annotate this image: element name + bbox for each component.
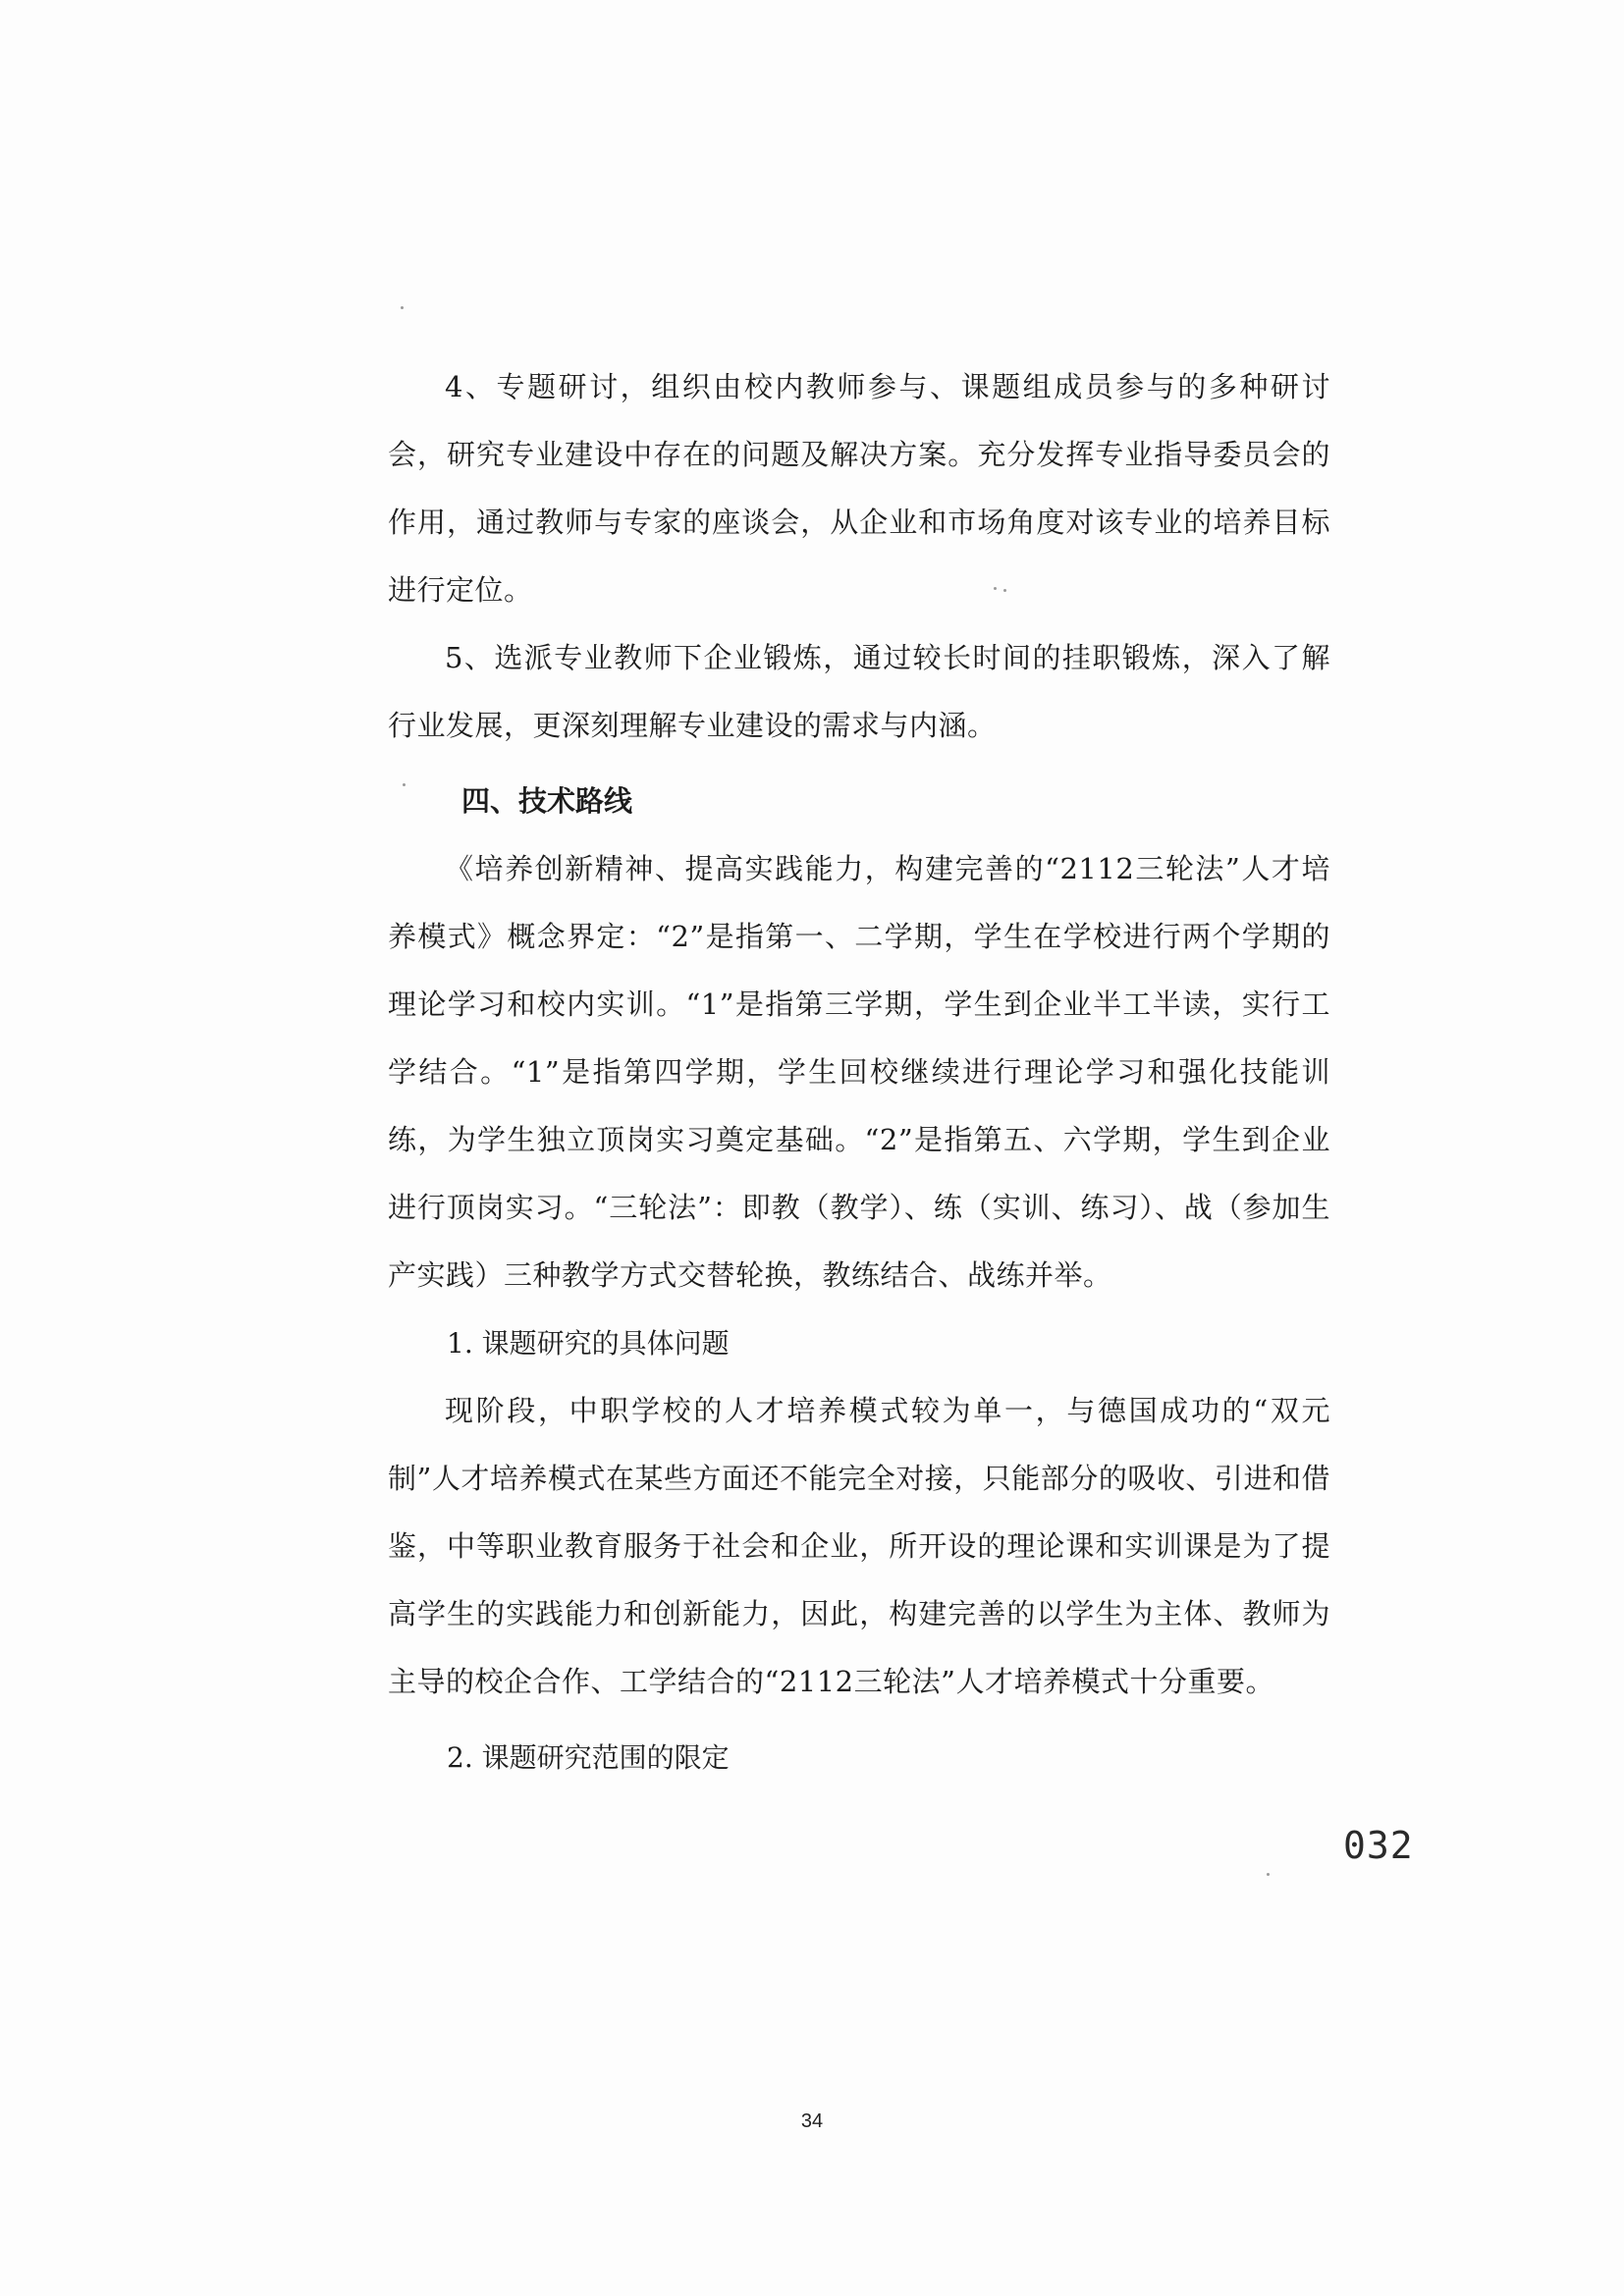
scan-speck xyxy=(401,306,404,309)
paragraph-topic-seminar: 4、专题研讨，组织由校内教师参与、课题组成员参与的多种研讨会，研究专业建设中存在的问题及解决方案。充分发挥专业指导委员会的作用，通过教师与专家的座谈会，从企业和市场角度对该专业的培养目标进行定位。 xyxy=(388,370,1330,607)
paragraph-enterprise-training: 5、选派专业教师下企业锻炼，通过较长时间的挂职锻炼，深入了解行业发展，更深刻理解专业建设的需求与内涵。 xyxy=(388,641,1330,742)
document-body xyxy=(388,353,1330,1791)
page-number: 34 xyxy=(800,2110,824,2132)
paragraph-specific-problems: 现阶段，中职学校的人才培养模式较为单一，与德国成功的“双元制”人才培养模式在某些方面还不能完全对接，只能部分的吸收、引进和借鉴，中等职业教育服务于社会和企业，所开设的理论课和实训课是为了提高学生的实践能力和创新能力，因此，构建完善的以学生为主体、教师为主导的校企合作、工学结合的“2112三轮法”人才培养模式十分重要。 xyxy=(388,1394,1330,1698)
archive-stamp-number: 032 xyxy=(1343,1824,1414,1867)
subsection-heading-specific-problems: 1. 课题研究的具体问题 xyxy=(447,1327,730,1360)
scan-speck xyxy=(1267,1873,1270,1876)
paragraph-concept-definition: 《培养创新精神、提高实践能力，构建完善的“2112三轮法”人才培养模式》概念界定：“2”是指第一、二学期，学生在学校进行两个学期的理论学习和校内实训。“1”是指第三学期，学生到企业半工半读，实行工学结合。“1”是指第四学期，学生回校继续进行理论学习和强化技能训练，为学生独立顶岗实习奠定基础。“2”是指第五、六学期，学生到企业进行顶岗实习。“三轮法”：即教（教学）、练（实训、练习）、战（参加生产实践）三种教学方式交替轮换，教练结合、战练并举。 xyxy=(388,852,1330,1292)
section-heading-technical-route: 四、技术路线 xyxy=(461,784,633,818)
subsection-heading-research-scope: 2. 课题研究范围的限定 xyxy=(447,1741,730,1774)
